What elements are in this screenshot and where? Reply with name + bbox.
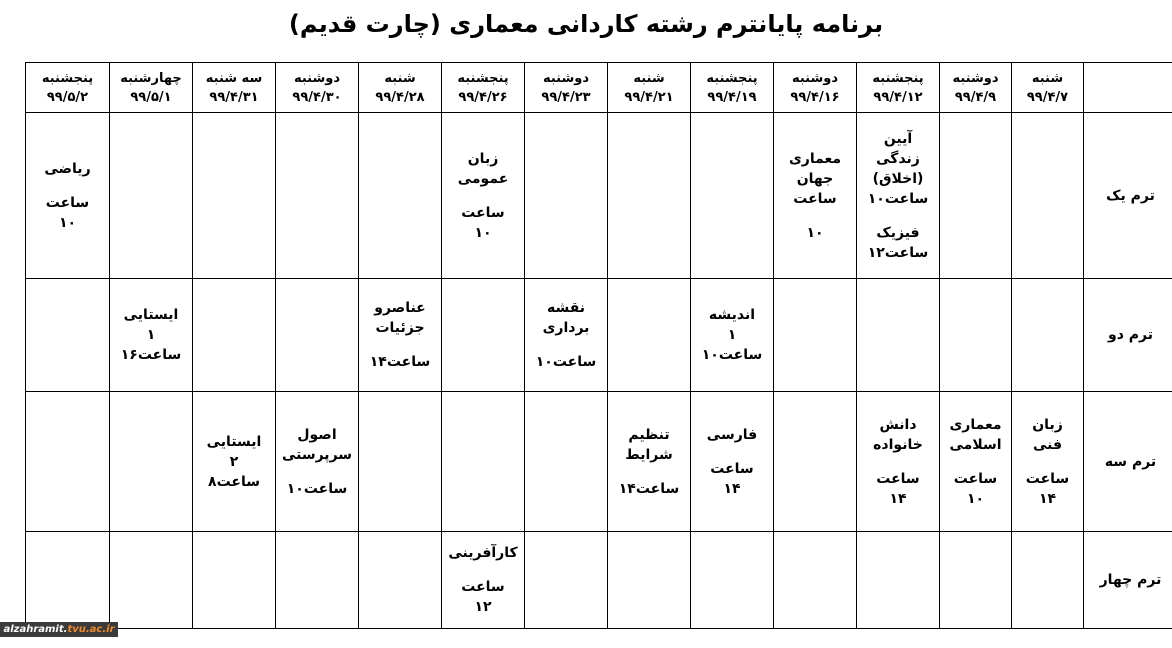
exam-text: زبان xyxy=(1032,416,1063,433)
exam-text: تنظیم xyxy=(628,426,670,443)
empty-cell xyxy=(774,279,857,392)
exam-text: ساعت xyxy=(1025,470,1070,487)
line-gap xyxy=(774,209,856,223)
exam-text: فنی xyxy=(1032,436,1063,453)
empty-cell xyxy=(26,532,110,629)
empty-cell xyxy=(857,532,940,629)
exam-text: ۱۰ xyxy=(58,214,77,231)
column-date: ۹۹/۴/۱۹ xyxy=(707,89,757,105)
exam-text: فارسی xyxy=(706,426,758,443)
empty-cell xyxy=(276,532,359,629)
term-row xyxy=(26,532,1172,629)
column-date: ۹۹/۴/۹ xyxy=(954,89,997,105)
empty-cell xyxy=(442,279,525,392)
exam-text: ایستایی xyxy=(123,307,179,323)
exam-text: کارآفرینی xyxy=(448,545,518,561)
column-date: ۹۹/۴/۲۶ xyxy=(458,89,508,105)
column-day: شنبه xyxy=(384,70,416,86)
empty-cell xyxy=(110,392,193,532)
line-gap xyxy=(442,563,524,577)
exam-text: دانش xyxy=(879,416,917,433)
exam-cell xyxy=(857,113,940,279)
line-gap xyxy=(940,455,1011,469)
exam-text: آیین xyxy=(883,130,913,147)
empty-cell xyxy=(193,279,276,392)
term-label: ترم دو xyxy=(1084,279,1172,392)
exam-text: عمومی xyxy=(457,170,509,187)
exam-text: ساعت۱۰ xyxy=(867,190,929,207)
column-date: ۹۹/۴/۳۰ xyxy=(292,89,342,105)
exam-text: ۱۴ xyxy=(1038,490,1057,507)
exam-text: ساعت۱۰ xyxy=(701,347,763,363)
line-gap xyxy=(857,455,939,469)
column-day: پنجشنبه xyxy=(457,70,509,86)
term-row xyxy=(26,113,1172,279)
column-header xyxy=(26,63,110,113)
line-gap xyxy=(276,465,358,479)
exam-text: برداری xyxy=(542,320,590,336)
exam-text: معماری xyxy=(949,416,1002,433)
column-day: پنجشنبه xyxy=(706,70,758,86)
empty-cell xyxy=(193,532,276,629)
column-day: دوشنبه xyxy=(293,70,341,86)
column-date: ۹۹/۴/۷ xyxy=(1026,89,1069,105)
column-day: دوشنبه xyxy=(542,70,590,86)
empty-cell xyxy=(940,279,1012,392)
exam-text: ۱۰ xyxy=(474,224,492,241)
column-header xyxy=(608,63,691,113)
watermark-prefix: alzahramit. xyxy=(3,624,68,635)
exam-cell xyxy=(193,392,276,532)
column-header xyxy=(940,63,1012,113)
exam-text: معماری xyxy=(788,150,842,167)
column-header xyxy=(525,63,608,113)
empty-cell xyxy=(442,392,525,532)
column-date: ۹۹/۴/۲۱ xyxy=(624,89,674,105)
site-watermark xyxy=(0,622,118,637)
column-day: پنجشنبه xyxy=(41,70,94,86)
exam-text: ۱۲ xyxy=(474,599,492,615)
exam-text: ۱ xyxy=(146,327,156,343)
exam-text: ساعت xyxy=(793,190,837,207)
exam-text: زبان xyxy=(467,150,499,167)
line-gap xyxy=(1012,455,1083,469)
exam-text: اسلامی xyxy=(949,436,1002,453)
column-date: ۹۹/۵/۲ xyxy=(46,89,89,105)
exam-text: ۲ xyxy=(229,453,239,470)
exam-cell xyxy=(691,392,774,532)
empty-cell xyxy=(691,113,774,279)
exam-cell xyxy=(276,392,359,532)
column-header xyxy=(359,63,442,113)
column-header xyxy=(442,63,525,113)
exam-cell xyxy=(442,532,525,629)
term-label: ترم یک xyxy=(1084,113,1172,279)
empty-cell xyxy=(359,113,442,279)
exam-text: ایستایی xyxy=(206,433,262,450)
exam-cell xyxy=(691,279,774,392)
column-day: چهارشنبه xyxy=(120,70,182,86)
exam-text: اصول xyxy=(297,426,337,443)
column-day: شنبه xyxy=(1031,70,1064,86)
column-day: شنبه xyxy=(633,70,665,86)
empty-cell xyxy=(525,392,608,532)
exam-text: ریاضی xyxy=(44,160,91,177)
header-row xyxy=(26,63,1172,113)
exam-cell xyxy=(608,392,691,532)
empty-cell xyxy=(359,532,442,629)
exam-cell xyxy=(774,113,857,279)
exam-text: اندیشه xyxy=(708,307,756,323)
empty-cell xyxy=(857,279,940,392)
exam-text: نقشه xyxy=(546,300,586,316)
exam-text: جهان xyxy=(796,170,834,187)
empty-cell xyxy=(276,113,359,279)
column-day: دوشنبه xyxy=(791,70,839,86)
exam-text: شرایط xyxy=(625,446,673,463)
column-day: سه شنبه xyxy=(205,70,263,86)
column-date: ۹۹/۴/۱۲ xyxy=(873,89,923,105)
line-gap xyxy=(525,338,607,352)
column-header xyxy=(276,63,359,113)
exam-text: ساعت xyxy=(45,194,90,211)
line-gap xyxy=(608,465,690,479)
empty-cell xyxy=(774,532,857,629)
exam-text: ساعت۱۲ xyxy=(867,244,929,261)
exam-text: عناصرو xyxy=(374,300,426,316)
column-header xyxy=(1012,63,1084,113)
exam-schedule-table xyxy=(25,62,1172,629)
corner-cell xyxy=(1084,63,1172,113)
exam-text: سرپرستی xyxy=(281,446,353,463)
column-day: پنجشنبه xyxy=(872,70,924,86)
exam-cell xyxy=(442,113,525,279)
exam-cell xyxy=(26,113,110,279)
exam-cell xyxy=(110,279,193,392)
exam-cell xyxy=(1012,392,1084,532)
empty-cell xyxy=(193,113,276,279)
exam-text: فیزیک xyxy=(876,224,920,241)
empty-cell xyxy=(276,279,359,392)
column-header xyxy=(110,63,193,113)
column-date: ۹۹/۴/۲۳ xyxy=(541,89,591,105)
exam-cell xyxy=(940,392,1012,532)
empty-cell xyxy=(525,532,608,629)
empty-cell xyxy=(1012,532,1084,629)
exam-text: ساعت xyxy=(876,470,920,487)
term-label: ترم چهار xyxy=(1084,532,1172,629)
exam-text: ۱ xyxy=(727,327,737,343)
exam-text: ساعت۱۰ xyxy=(286,480,348,497)
empty-cell xyxy=(359,392,442,532)
column-header xyxy=(857,63,940,113)
empty-cell xyxy=(774,392,857,532)
exam-text: ساعت۱۶ xyxy=(120,347,182,363)
term-row xyxy=(26,392,1172,532)
exam-text: ۱۴ xyxy=(723,480,741,497)
term-label: ترم سه xyxy=(1084,392,1172,532)
line-gap xyxy=(442,189,524,203)
page-title: برنامه پایانترم رشته کاردانی معماری (چارت قدیم) xyxy=(288,10,884,38)
exam-text: زندگی xyxy=(876,150,920,167)
column-header xyxy=(774,63,857,113)
exam-text: ساعت۱۴ xyxy=(618,480,680,497)
exam-text: ۱۴ xyxy=(889,490,907,507)
empty-cell xyxy=(26,279,110,392)
exam-text: جزئیات xyxy=(375,320,425,336)
column-header xyxy=(691,63,774,113)
exam-text: ساعت۸ xyxy=(208,473,260,490)
empty-cell xyxy=(691,532,774,629)
line-gap xyxy=(26,179,109,193)
term-row xyxy=(26,279,1172,392)
exam-text: ساعت xyxy=(953,470,998,487)
empty-cell xyxy=(1012,279,1084,392)
empty-cell xyxy=(940,113,1012,279)
line-gap xyxy=(691,445,773,459)
exam-cell xyxy=(359,279,442,392)
line-gap xyxy=(359,338,441,352)
exam-text: ۱۰ xyxy=(966,490,985,507)
empty-cell xyxy=(608,532,691,629)
column-date: ۹۹/۴/۱۶ xyxy=(790,89,840,105)
empty-cell xyxy=(608,113,691,279)
exam-text: ۱۰ xyxy=(806,224,824,241)
empty-cell xyxy=(26,392,110,532)
empty-cell xyxy=(110,532,193,629)
empty-cell xyxy=(1012,113,1084,279)
line-gap xyxy=(857,209,939,223)
column-date: ۹۹/۵/۱ xyxy=(130,89,172,105)
exam-text: (اخلاق) xyxy=(872,170,924,187)
column-day: دوشنبه xyxy=(952,70,999,86)
exam-text: ساعت۱۴ xyxy=(369,354,431,370)
empty-cell xyxy=(940,532,1012,629)
empty-cell xyxy=(608,279,691,392)
exam-text: ساعت xyxy=(461,204,505,221)
exam-cell xyxy=(525,279,608,392)
exam-text: ساعت۱۰ xyxy=(535,354,597,370)
exam-text: خانواده xyxy=(873,436,923,453)
exam-text: ساعت xyxy=(461,579,505,595)
exam-cell xyxy=(857,392,940,532)
column-date: ۹۹/۴/۳۱ xyxy=(209,89,259,105)
empty-cell xyxy=(110,113,193,279)
empty-cell xyxy=(525,113,608,279)
exam-text: ساعت xyxy=(710,460,754,477)
watermark-domain: tvu.ac.ir xyxy=(67,624,115,635)
column-header xyxy=(193,63,276,113)
column-date: ۹۹/۴/۲۸ xyxy=(375,89,425,105)
